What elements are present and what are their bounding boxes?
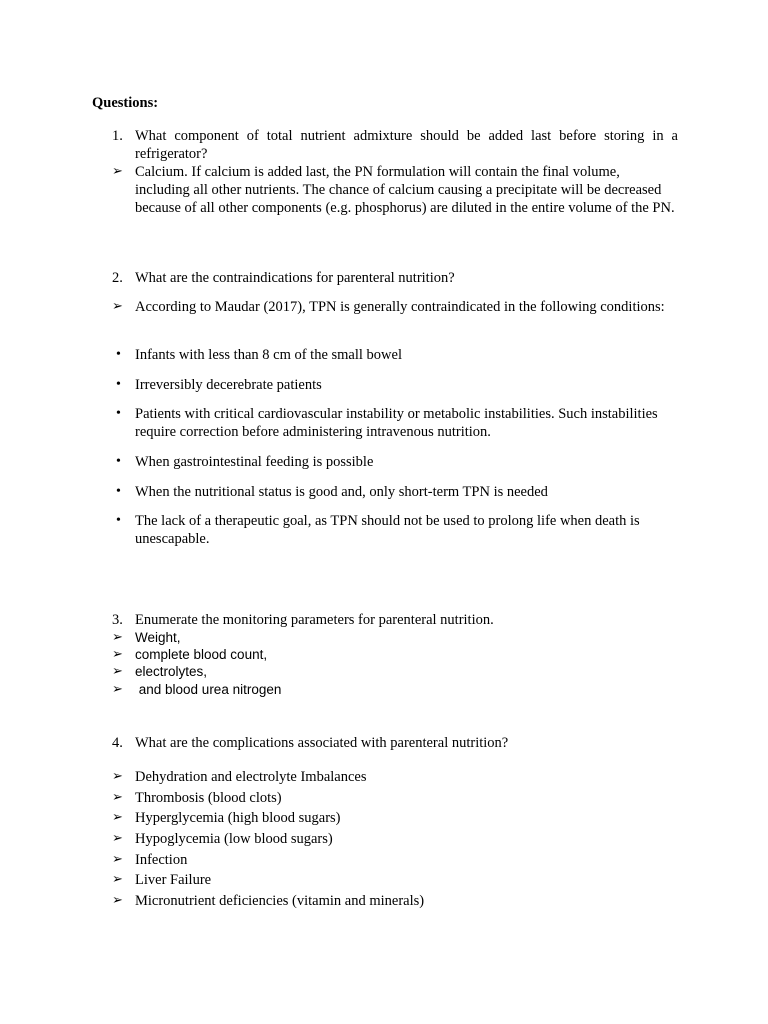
bullet-icon: • (116, 513, 121, 528)
arrow-bullet-icon: ➢ (112, 852, 123, 867)
bullet-icon: • (116, 377, 121, 392)
list-item: ➢ Hypoglycemia (low blood sugars) (112, 831, 333, 847)
list-item: ➢ Liver Failure (112, 872, 212, 888)
question-number: 1. (112, 128, 123, 144)
questions-heading: Questions: (92, 95, 159, 111)
arrow-bullet-icon: ➢ (112, 831, 123, 846)
list-item: ➢ complete blood count, (112, 647, 268, 662)
bullet-icon: • (116, 406, 121, 421)
question-2 (112, 269, 678, 287)
list-item: • When gastrointestinal feeding is possible (116, 454, 374, 470)
list-item: ➢ Hyperglycemia (high blood sugars) (112, 810, 341, 826)
answer-1 (112, 163, 678, 217)
list-item: • When the nutritional status is good and, only short-term TPN is needed (116, 484, 548, 500)
bullet-icon: • (116, 347, 121, 362)
list-item: ➢ Infection (112, 852, 188, 868)
question-number: 4. (112, 735, 123, 751)
list-item: • Patients with critical cardiovascular instability or metabolic instabilities. Such instabilities require correction before administering intravenous nutrition. (116, 406, 658, 440)
question-text: What are the contraindications for parenteral nutrition? (135, 270, 455, 286)
bullet-icon: • (116, 454, 121, 469)
arrow-bullet-icon: ➢ (112, 790, 123, 805)
question-4 (112, 734, 678, 752)
list-item: • The lack of a therapeutic goal, as TPN should not be used to prolong life when death is unescapable. (116, 513, 640, 547)
arrow-bullet-icon: ➢ (112, 682, 123, 697)
arrow-bullet-icon: ➢ (112, 299, 123, 314)
question-1 (112, 127, 678, 163)
list-item: • Irreversibly decerebrate patients (116, 377, 322, 393)
question-text: Enumerate the monitoring parameters for parenteral nutrition. (135, 612, 494, 628)
list-item: ➢ Weight, (112, 630, 181, 645)
list-item: ➢ Dehydration and electrolyte Imbalances (112, 769, 367, 785)
question-text: What are the complications associated with parenteral nutrition? (135, 735, 509, 751)
question-number: 2. (112, 270, 123, 286)
question-number: 3. (112, 612, 123, 628)
answer-text: Calcium. If calcium is added last, the PN formulation will contain the final volume, including all other nutrients. The chance of calcium causing a precipitate will be decreased because of all other components (e.g. phosphorus) are diluted in the entire volume of the PN. (135, 164, 675, 216)
question-3 (112, 611, 678, 629)
answer-2-intro (112, 298, 678, 316)
arrow-bullet-icon: ➢ (112, 647, 123, 662)
arrow-bullet-icon: ➢ (112, 769, 123, 784)
list-item: • Infants with less than 8 cm of the small bowel (116, 347, 402, 363)
list-item: ➢ and blood urea nitrogen (112, 682, 282, 697)
list-item: ➢ Micronutrient deficiencies (vitamin and minerals) (112, 893, 425, 909)
list-item: ➢ Thrombosis (blood clots) (112, 790, 282, 806)
arrow-bullet-icon: ➢ (112, 664, 123, 679)
arrow-bullet-icon: ➢ (112, 872, 123, 887)
arrow-bullet-icon: ➢ (112, 893, 123, 908)
arrow-bullet-icon: ➢ (112, 810, 123, 825)
list-item: ➢ electrolytes, (112, 664, 208, 679)
bullet-icon: • (116, 484, 121, 499)
answer-text: According to Maudar (2017), TPN is generally contraindicated in the following conditions: (135, 299, 665, 315)
question-text: What component of total nutrient admixture should be added last before storing in a refrigerator? (135, 128, 678, 162)
arrow-bullet-icon: ➢ (112, 164, 123, 179)
arrow-bullet-icon: ➢ (112, 630, 123, 645)
